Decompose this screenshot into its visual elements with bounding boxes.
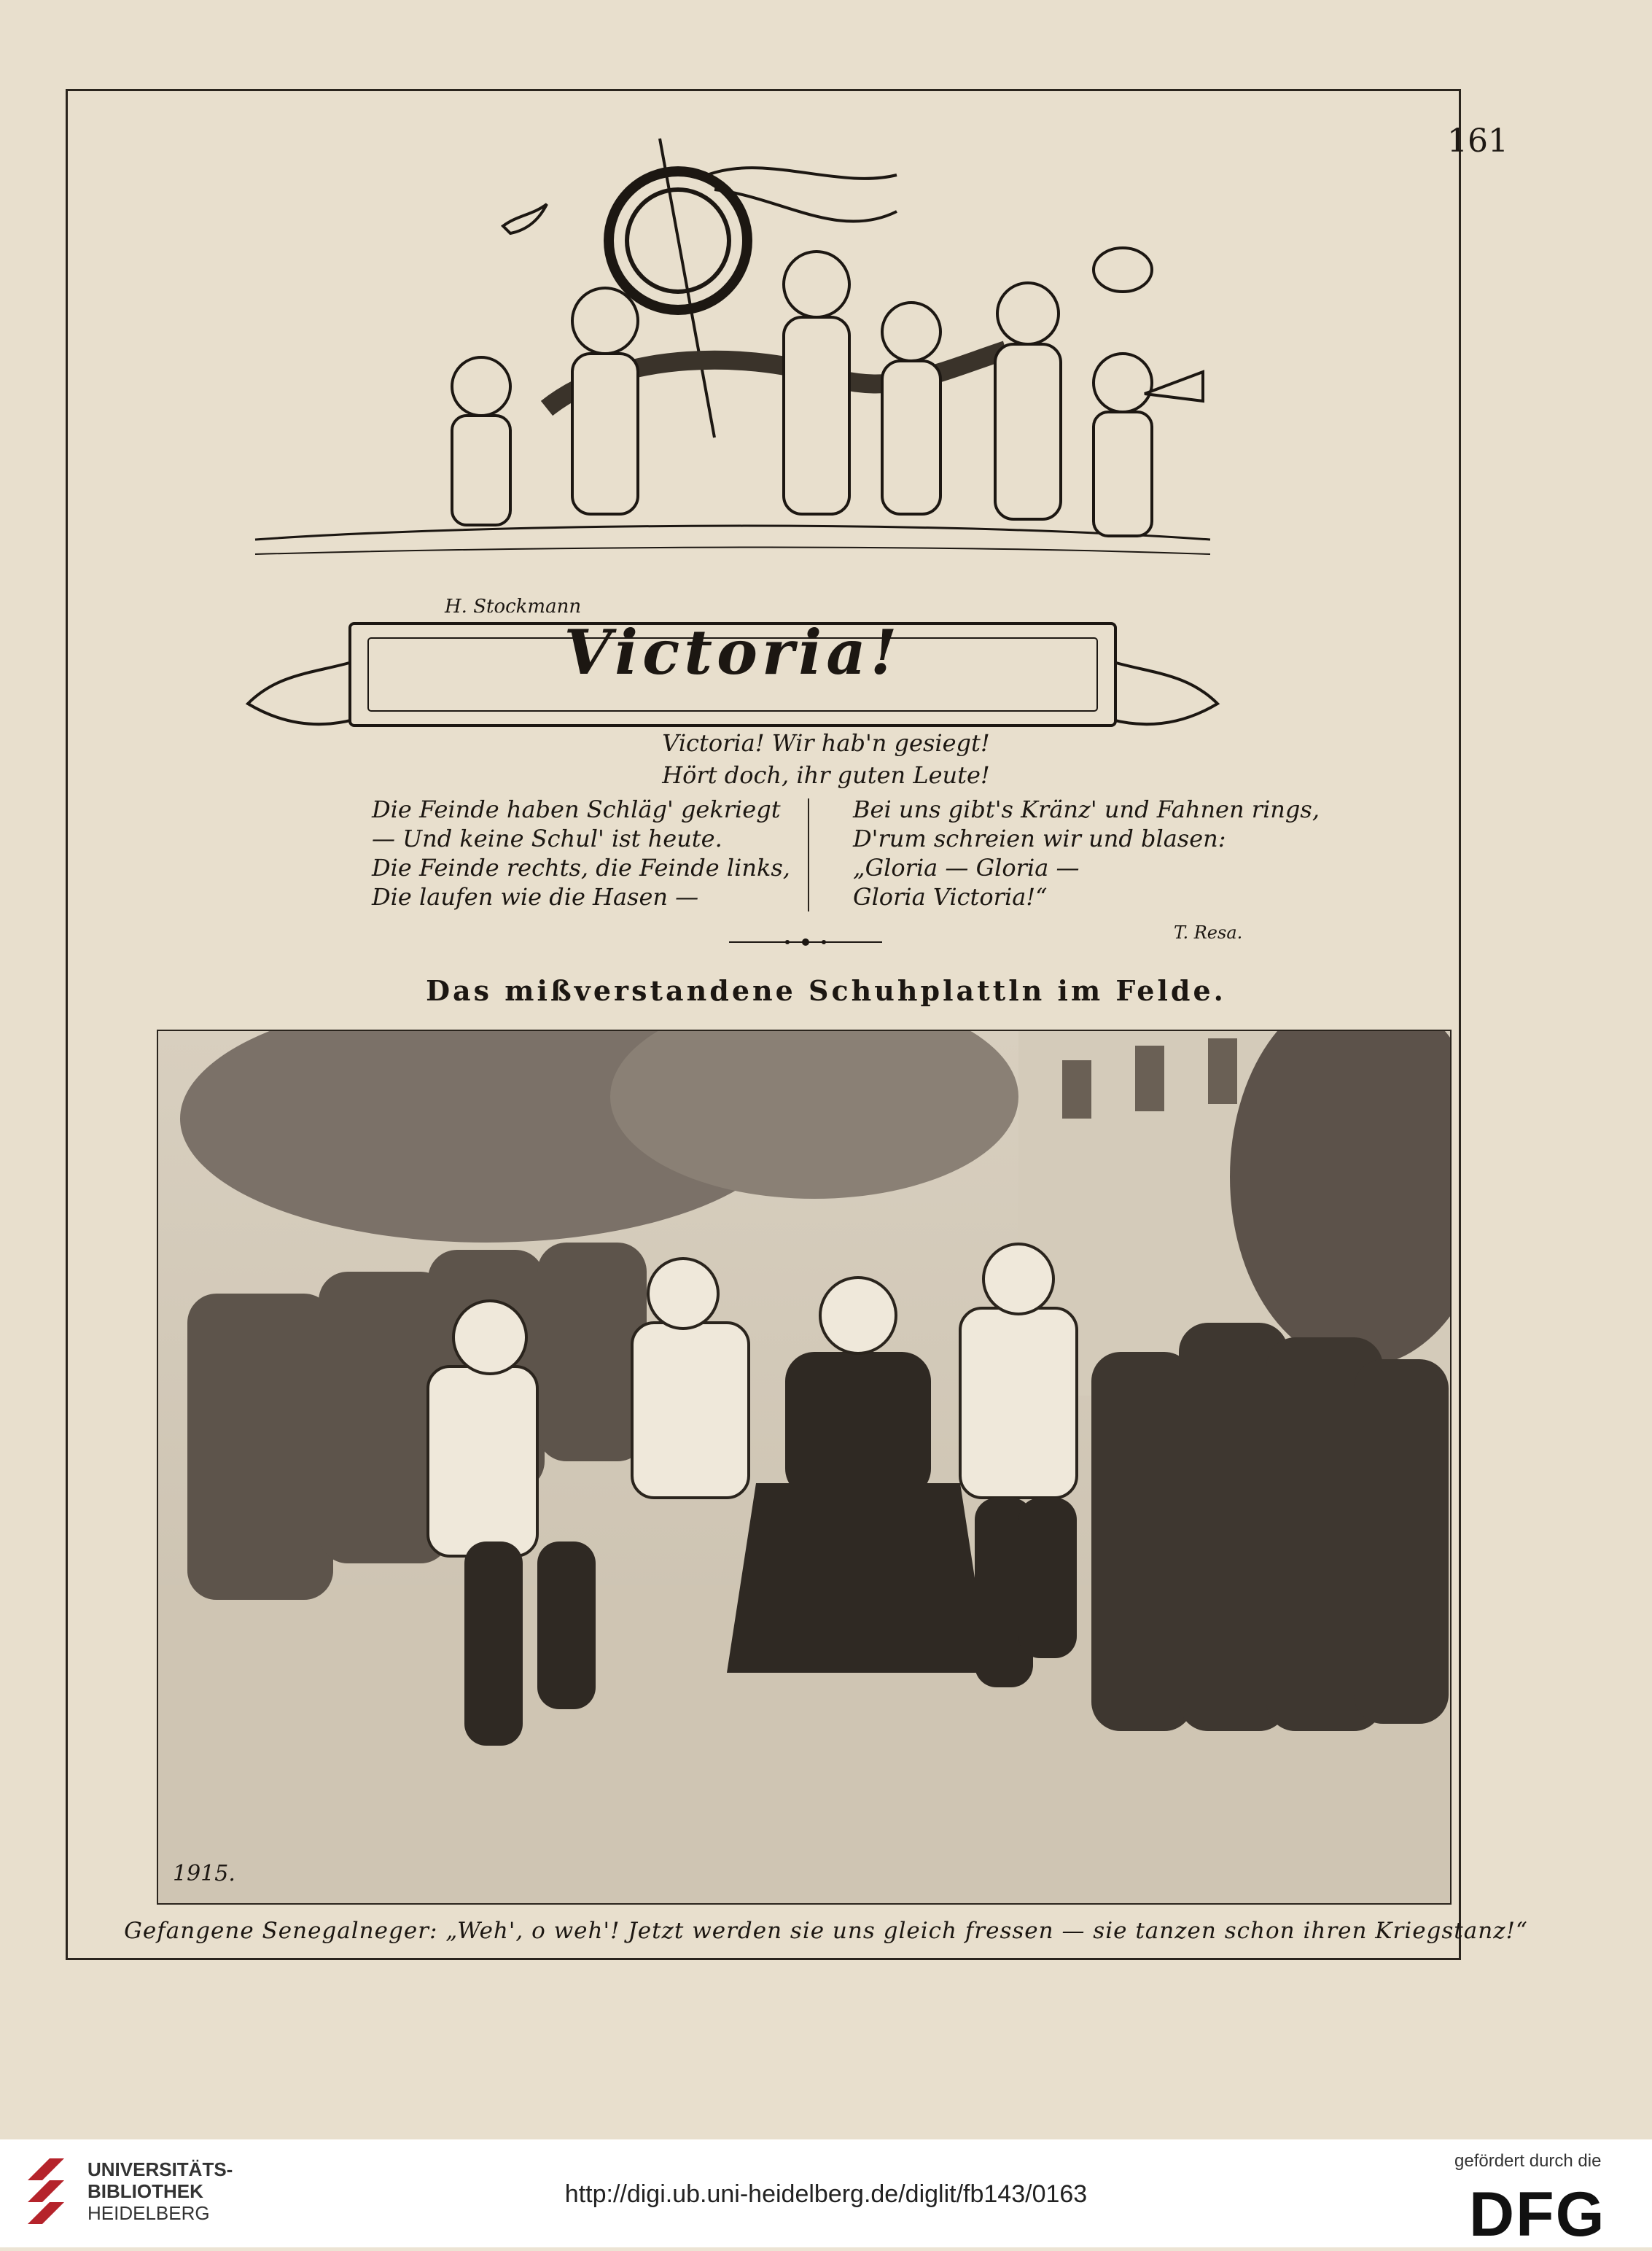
poem-line: — Und keine Schul' ist heute. [372, 825, 722, 852]
library-line-3: HEIDELBERG [87, 2202, 210, 2224]
poem-line: D'rum schreien wir und blasen: [853, 825, 1226, 852]
sponsor-label: gefördert durch die [1454, 2151, 1602, 2171]
poem-line: Gloria Victoria!“ [853, 883, 1048, 911]
poem-line: Die Feinde haben Schläg' gekriegt [372, 796, 781, 823]
poem-author: T. Resa. [1174, 922, 1243, 943]
poem-title: Victoria! [564, 616, 902, 688]
children-parade-illustration [241, 131, 1225, 613]
poem-line: Die Feinde rechts, die Feinde links, [372, 854, 790, 882]
illustrator-signature: H. Stockmann [445, 596, 582, 613]
dancing-soldiers-illustration [157, 1030, 1452, 1905]
poem-left-column [372, 795, 790, 911]
poem-line: „Gloria — Gloria — [853, 854, 1080, 882]
poem-head-line-1: Victoria! Wir hab'n gesiegt! [662, 729, 990, 757]
poem-head-line-2: Hört doch, ihr guten Leute! [662, 761, 990, 789]
library-line-1: UNIVERSITÄTS- [87, 2158, 233, 2180]
cartoon-title: Das mißverstandene Schuhplattln im Felde. [426, 974, 1226, 1007]
column-divider [808, 798, 809, 911]
page-number: 161 [1447, 123, 1508, 160]
poem-line: Bei uns gibt's Kränz' und Fahnen rings, [853, 796, 1320, 823]
poem-right-column [853, 795, 1320, 911]
dfg-logo: DFG [1469, 2180, 1606, 2250]
library-line-2: BIBLIOTHEK [87, 2180, 203, 2202]
poem-line: Die laufen wie die Hasen — [372, 883, 699, 911]
ornament-divider [729, 936, 882, 949]
cartoon-signature: 1915. [173, 1861, 235, 1886]
cartoon-caption: Gefangene Senegalneger: „Weh', o weh'! Jetzt werden sie uns gleich fressen — sie tanzen schon ihren Kriegstanz!“ [124, 1918, 1528, 1944]
source-url[interactable]: http://digi.ub.uni-heidelberg.de/diglit/fb143/0163 [564, 2180, 1088, 2208]
